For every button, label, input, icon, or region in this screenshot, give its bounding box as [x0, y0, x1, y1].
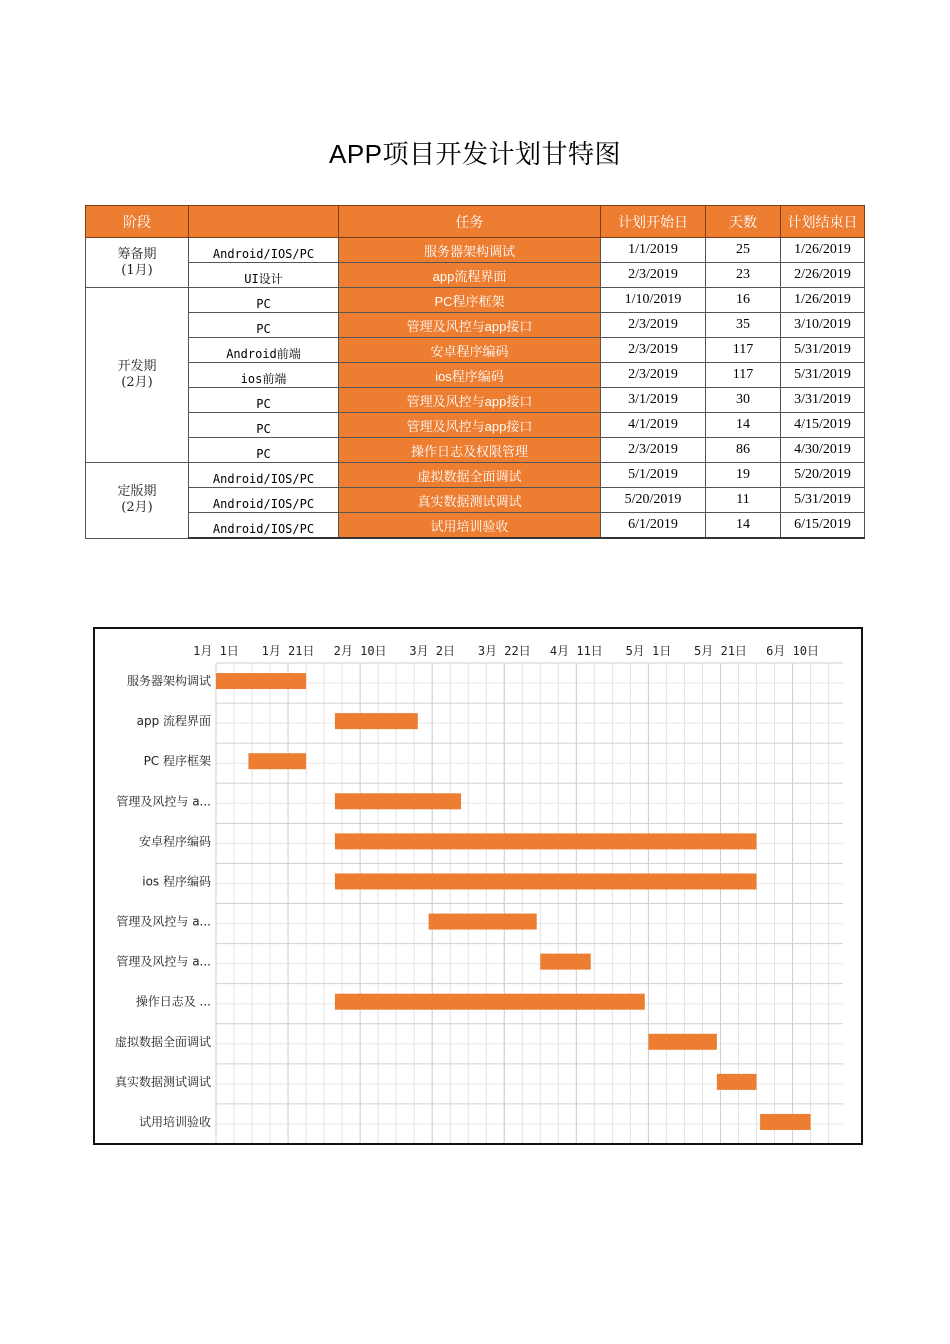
gantt-bar	[540, 954, 590, 970]
x-tick-label: 3月 22日	[477, 644, 531, 658]
table-row	[86, 313, 865, 338]
start-date-cell: 2/3/2019	[601, 363, 706, 388]
days-cell: 19	[706, 463, 781, 488]
x-tick-label: 5月 1日	[625, 644, 672, 658]
platform-cell: PC	[189, 288, 339, 313]
table-row	[86, 338, 865, 363]
task-cell: PC程序框架	[339, 288, 601, 313]
x-tick-label: 6月 10日	[766, 644, 820, 658]
category-label: 真实数据测试调试	[114, 1074, 211, 1089]
start-date-cell: 5/20/2019	[601, 488, 706, 513]
page-title: APP项目开发计划甘特图	[328, 139, 622, 169]
phase-label: 定版期	[117, 484, 157, 500]
header-days: 天数	[706, 206, 781, 238]
gantt-bar	[648, 1034, 716, 1050]
end-date-cell: 4/15/2019	[781, 413, 865, 438]
category-label: 试用培训验收	[138, 1114, 211, 1129]
header-start: 计划开始日	[601, 206, 706, 238]
task-cell: 操作日志及权限管理	[339, 438, 601, 463]
days-cell: 86	[706, 438, 781, 463]
end-date-cell: 3/31/2019	[781, 388, 865, 413]
end-date-cell: 5/31/2019	[781, 363, 865, 388]
days-cell: 25	[706, 238, 781, 263]
category-label: 虚拟数据全面调试	[114, 1034, 211, 1049]
start-date-cell: 1/10/2019	[601, 288, 706, 313]
task-cell: 真实数据测试调试	[339, 488, 601, 513]
phase-sub-label: (2月)	[121, 500, 153, 516]
gantt-bar	[717, 1074, 757, 1090]
days-cell: 14	[706, 413, 781, 438]
days-cell: 35	[706, 313, 781, 338]
gantt-bar	[335, 713, 418, 729]
x-tick-label: 4月 11日	[549, 644, 603, 658]
start-date-cell: 4/1/2019	[601, 413, 706, 438]
gantt-bar	[335, 873, 757, 889]
start-date-cell: 2/3/2019	[601, 338, 706, 363]
task-cell: 管理及风控与app接口	[339, 413, 601, 438]
category-label: 管理及风控与 a...	[116, 794, 211, 809]
start-date-cell: 2/3/2019	[601, 313, 706, 338]
task-cell: 试用培训验收	[339, 513, 601, 539]
category-label: PC 程序框架	[143, 754, 211, 769]
platform-cell: UI设计	[189, 263, 339, 288]
category-label: 操作日志及 ...	[135, 994, 211, 1009]
task-cell: 服务器架构调试	[339, 238, 601, 263]
end-date-cell: 1/26/2019	[781, 238, 865, 263]
table-row	[86, 388, 865, 413]
phase-label: 筹备期	[117, 246, 157, 262]
category-label: 管理及风控与 a...	[116, 954, 211, 969]
gantt-svg	[95, 629, 861, 1143]
table-row	[86, 288, 865, 313]
end-date-cell: 3/10/2019	[781, 313, 865, 338]
task-cell: 管理及风控与app接口	[339, 313, 601, 338]
task-cell: app流程界面	[339, 263, 601, 288]
header-phase: 阶段	[86, 206, 189, 238]
gantt-chart	[93, 627, 863, 1145]
days-cell: 23	[706, 263, 781, 288]
days-cell: 14	[706, 513, 781, 539]
category-label: ios 程序编码	[142, 874, 211, 889]
platform-cell: PC	[189, 313, 339, 338]
table-header-row	[86, 206, 865, 238]
task-cell: 虚拟数据全面调试	[339, 463, 601, 488]
days-cell: 117	[706, 363, 781, 388]
header-task: 任务	[339, 206, 601, 238]
days-cell: 117	[706, 338, 781, 363]
end-date-cell: 4/30/2019	[781, 438, 865, 463]
gantt-bar	[216, 673, 306, 689]
start-date-cell: 6/1/2019	[601, 513, 706, 539]
x-tick-label: 3月 2日	[409, 644, 456, 658]
gantt-bar	[335, 994, 645, 1010]
task-cell: 管理及风控与app接口	[339, 388, 601, 413]
phase-sub-label: (2月)	[121, 375, 153, 390]
category-label: app 流程界面	[136, 714, 211, 729]
days-cell: 11	[706, 488, 781, 513]
header-end: 计划结束日	[781, 206, 865, 238]
header-platform	[189, 206, 339, 238]
start-date-cell: 2/3/2019	[601, 263, 706, 288]
category-label: 安卓程序编码	[138, 834, 211, 849]
end-date-cell: 2/26/2019	[781, 263, 865, 288]
category-label: 服务器架构调试	[126, 674, 211, 689]
table-row	[86, 413, 865, 438]
end-date-cell: 5/31/2019	[781, 488, 865, 513]
phase-cell	[86, 238, 189, 288]
platform-cell: Android/IOS/PC	[189, 463, 339, 488]
table-row	[86, 463, 865, 488]
phase-cell	[86, 288, 189, 463]
start-date-cell: 2/3/2019	[601, 438, 706, 463]
x-tick-label: 1月 1日	[193, 644, 239, 658]
start-date-cell: 3/1/2019	[601, 388, 706, 413]
end-date-cell: 5/31/2019	[781, 338, 865, 363]
platform-cell: Android/IOS/PC	[189, 238, 339, 263]
gantt-bar	[248, 753, 306, 769]
gantt-bar	[335, 833, 757, 849]
phase-label: 开发期	[117, 359, 157, 374]
platform-cell: Android/IOS/PC	[189, 488, 339, 513]
end-date-cell: 6/15/2019	[781, 513, 865, 539]
gantt-bar	[429, 914, 537, 930]
table-row	[86, 513, 865, 539]
phase-sub-label: (1月)	[121, 262, 153, 278]
table-row	[86, 363, 865, 388]
platform-cell: PC	[189, 413, 339, 438]
task-cell: ios程序编码	[339, 363, 601, 388]
gantt-bar	[335, 793, 461, 809]
end-date-cell: 5/20/2019	[781, 463, 865, 488]
x-tick-label: 5月 21日	[694, 644, 747, 658]
platform-cell: Android前端	[189, 338, 339, 363]
table-row	[86, 438, 865, 463]
platform-cell: PC	[189, 388, 339, 413]
days-cell: 16	[706, 288, 781, 313]
x-tick-label: 1月 21日	[261, 644, 315, 658]
days-cell: 30	[706, 388, 781, 413]
platform-cell: ios前端	[189, 363, 339, 388]
platform-cell: PC	[189, 438, 339, 463]
table-row	[86, 238, 865, 263]
task-cell: 安卓程序编码	[339, 338, 601, 363]
end-date-cell: 1/26/2019	[781, 288, 865, 313]
table-row	[86, 263, 865, 288]
phase-cell	[86, 463, 189, 539]
category-label: 管理及风控与 a...	[116, 914, 211, 929]
start-date-cell: 5/1/2019	[601, 463, 706, 488]
plan-table	[85, 205, 865, 539]
start-date-cell: 1/1/2019	[601, 238, 706, 263]
table-row	[86, 488, 865, 513]
platform-cell: Android/IOS/PC	[189, 513, 339, 539]
gantt-bar	[760, 1114, 810, 1130]
x-tick-label: 2月 10日	[333, 644, 387, 658]
